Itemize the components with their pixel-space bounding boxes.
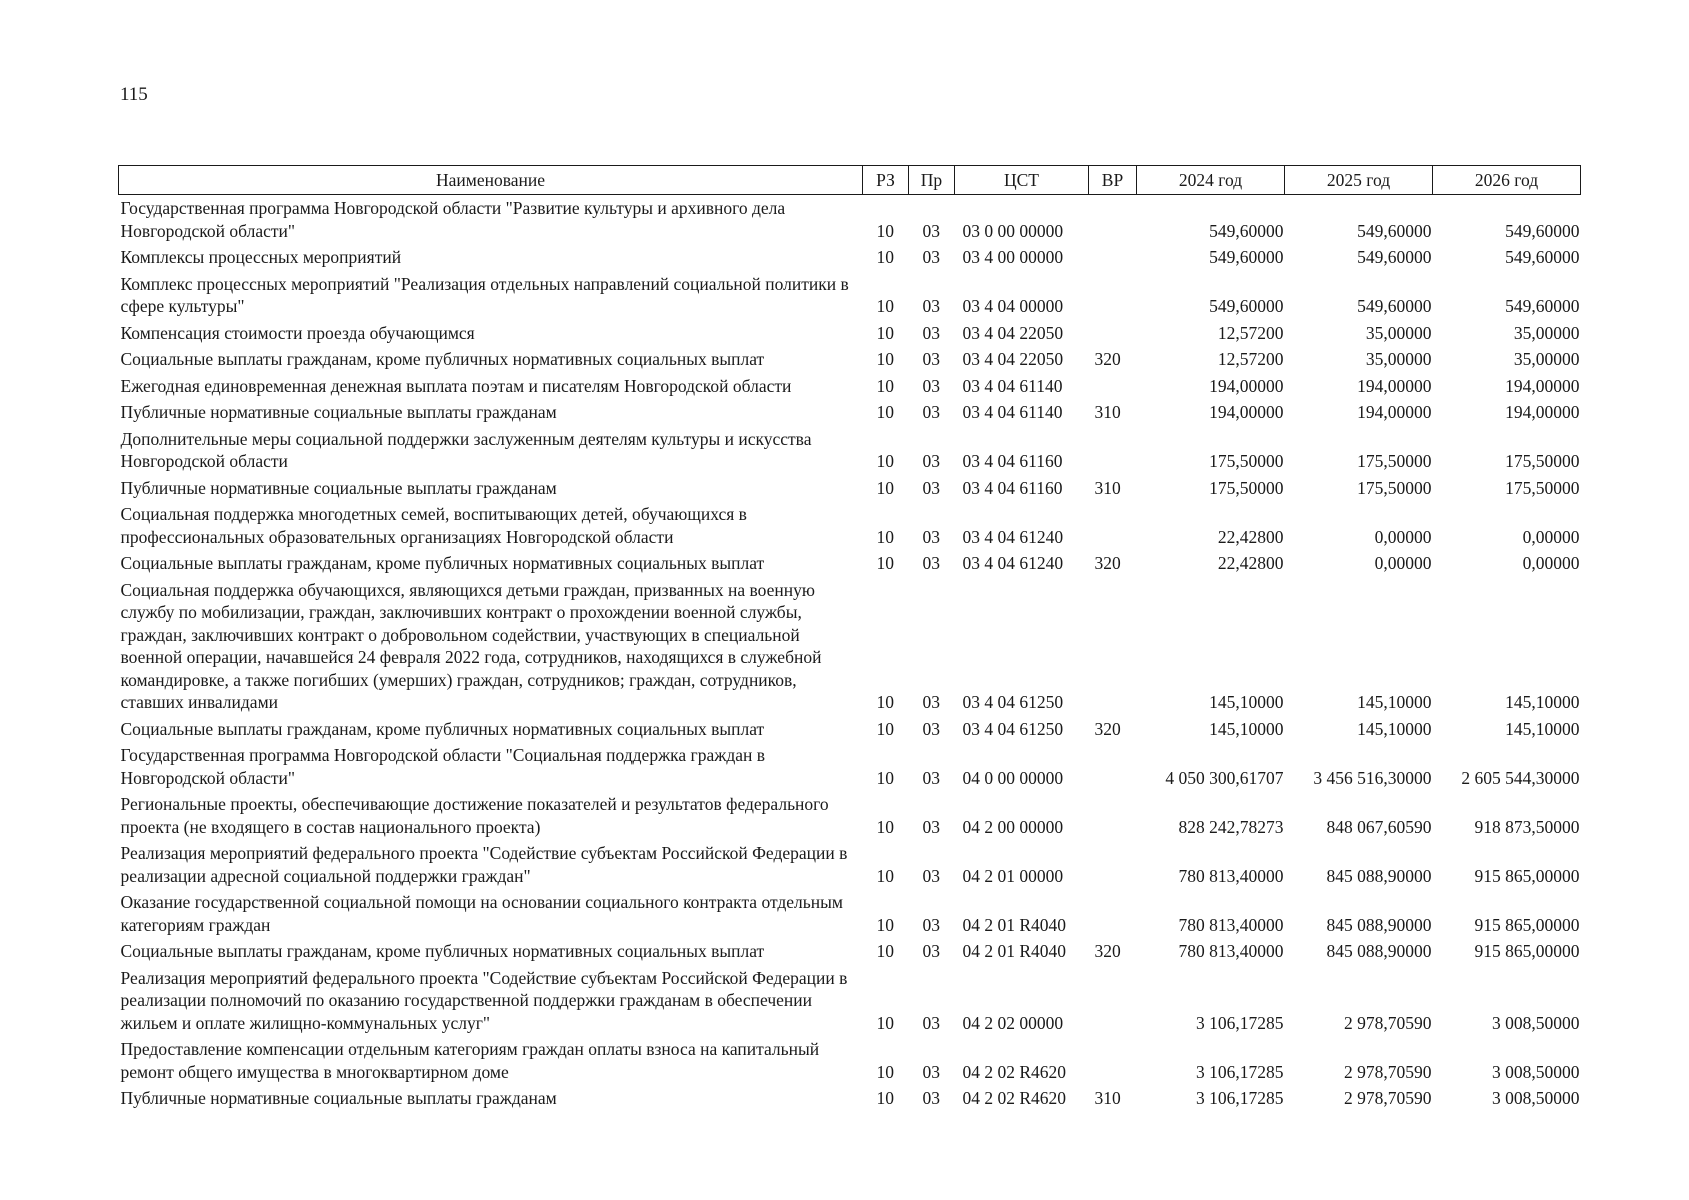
column-header-rz: РЗ xyxy=(863,166,909,195)
cell-pr: 03 xyxy=(922,692,940,712)
cell-2024: 780 813,40000 xyxy=(1178,865,1284,886)
cell-2024: 780 813,40000 xyxy=(1178,941,1284,961)
cell-vr: 310 xyxy=(1094,477,1121,498)
cell-name: Региональные проекты, обеспечивающие достижение показателей и результатов федерального проекта (не входящего в состав национального проекта) xyxy=(120,794,829,837)
cell-2024: 828 242,78273 xyxy=(1178,816,1284,837)
cell-2025: 848 067,60590 xyxy=(1326,816,1432,837)
table-row xyxy=(119,246,1581,273)
table-row xyxy=(119,503,1581,552)
cell-cst: 03 4 04 22050 xyxy=(962,322,1064,343)
cell-pr: 03 xyxy=(922,914,940,935)
cell-name: Предоставление компенсации отдельным категориям граждан оплаты взноса на капитальный ремонт общего имущества в многоквартирном доме xyxy=(120,1039,820,1082)
table-body xyxy=(119,195,1581,1114)
cell-2026: 915 865,00000 xyxy=(1474,865,1580,886)
cell-2026: 145,10000 xyxy=(1505,692,1580,712)
table-row xyxy=(119,842,1581,891)
cell-pr: 03 xyxy=(922,247,940,267)
cell-cst: 03 4 04 22050 xyxy=(962,349,1064,369)
cell-rz: 10 xyxy=(876,1061,894,1082)
cell-pr: 03 xyxy=(922,220,940,241)
cell-cst: 04 2 02 00000 xyxy=(962,1012,1064,1033)
cell-2024: 22,42800 xyxy=(1217,526,1284,547)
cell-rz: 10 xyxy=(876,375,894,396)
cell-cst: 04 2 02 R4620 xyxy=(962,1061,1067,1082)
cell-2025: 35,00000 xyxy=(1365,322,1432,343)
cell-2026: 35,00000 xyxy=(1513,322,1580,343)
table-row xyxy=(119,477,1581,504)
cell-2025: 145,10000 xyxy=(1357,718,1432,739)
cell-name: Социальная поддержка обучающихся, являющихся детьми граждан, призванных на военную службу по мобилизации, граждан, заключивших контракт о прохождении военной службы, граждан, заключивших контракт о добровольном содействии, участвующих в специальной военной операции, начавшейся 24 февраля 2022 года, сотрудников, находящихся в служебной командировке, а также погибших (умерших) граждан, сотрудников; граждан, сотрудников, ставших инвалидами xyxy=(120,579,822,712)
cell-vr: 310 xyxy=(1094,1088,1121,1108)
cell-vr: 320 xyxy=(1094,718,1121,739)
cell-rz: 10 xyxy=(876,914,894,935)
cell-name: Комплексы процессных мероприятий xyxy=(120,247,402,267)
cell-2024: 3 106,17285 xyxy=(1196,1012,1284,1033)
table-row xyxy=(119,195,1581,247)
budget-table xyxy=(118,165,1581,1114)
cell-rz: 10 xyxy=(876,322,894,343)
cell-2024: 549,60000 xyxy=(1209,247,1284,267)
column-header-2025: 2025 год xyxy=(1285,166,1433,195)
cell-pr: 03 xyxy=(922,451,940,471)
cell-cst: 04 2 01 R4040 xyxy=(962,914,1067,935)
cell-2025: 0,00000 xyxy=(1374,553,1432,573)
cell-vr: 310 xyxy=(1094,402,1121,422)
cell-rz: 10 xyxy=(876,349,894,369)
cell-pr: 03 xyxy=(922,718,940,739)
cell-cst: 03 4 04 61240 xyxy=(962,526,1064,547)
table-row xyxy=(119,579,1581,718)
cell-2026: 3 008,50000 xyxy=(1492,1061,1580,1082)
cell-2024: 145,10000 xyxy=(1209,692,1284,712)
cell-name: Социальные выплаты гражданам, кроме публичных нормативных социальных выплат xyxy=(120,941,765,961)
cell-cst: 03 4 04 61160 xyxy=(962,451,1063,471)
cell-cst: 03 4 04 61140 xyxy=(962,375,1063,396)
cell-cst: 03 4 04 61160 xyxy=(962,477,1063,498)
cell-pr: 03 xyxy=(922,767,940,788)
cell-name: Социальная поддержка многодетных семей, воспитывающих детей, обучающихся в профессиональных образовательных организациях Новгородской области xyxy=(120,504,747,547)
cell-2025: 175,50000 xyxy=(1357,451,1432,471)
cell-rz: 10 xyxy=(876,451,894,471)
cell-2026: 145,10000 xyxy=(1505,718,1580,739)
cell-2025: 2 978,70590 xyxy=(1344,1012,1432,1033)
cell-vr xyxy=(1089,579,1137,718)
cell-2025: 845 088,90000 xyxy=(1326,865,1432,886)
column-header-pr: Пр xyxy=(909,166,955,195)
cell-vr xyxy=(1089,195,1137,247)
table-row xyxy=(119,375,1581,402)
cell-cst: 03 4 04 00000 xyxy=(962,296,1064,316)
cell-name: Компенсация стоимости проезда обучающимся xyxy=(120,322,475,343)
cell-rz: 10 xyxy=(876,402,894,422)
cell-cst: 03 4 04 61240 xyxy=(962,553,1064,573)
cell-pr: 03 xyxy=(922,553,940,573)
cell-2026: 549,60000 xyxy=(1505,247,1580,267)
cell-pr: 03 xyxy=(922,375,940,396)
cell-2024: 3 106,17285 xyxy=(1196,1061,1284,1082)
cell-pr: 03 xyxy=(922,1061,940,1082)
cell-2026: 194,00000 xyxy=(1505,375,1580,396)
cell-2026: 3 008,50000 xyxy=(1492,1012,1580,1033)
cell-pr: 03 xyxy=(922,1012,940,1033)
cell-cst: 03 4 00 00000 xyxy=(962,247,1064,267)
cell-name: Государственная программа Новгородской области "Развитие культуры и архивного дела Новгородской области" xyxy=(120,198,786,241)
cell-vr xyxy=(1089,246,1137,273)
cell-pr: 03 xyxy=(922,1088,940,1108)
cell-rz: 10 xyxy=(876,220,894,241)
cell-2025: 845 088,90000 xyxy=(1326,941,1432,961)
cell-2024: 175,50000 xyxy=(1209,477,1284,498)
cell-2024: 549,60000 xyxy=(1209,220,1284,241)
cell-2024: 3 106,17285 xyxy=(1196,1088,1284,1108)
cell-vr: 320 xyxy=(1094,349,1121,369)
cell-2025: 0,00000 xyxy=(1374,526,1432,547)
cell-rz: 10 xyxy=(876,477,894,498)
cell-vr xyxy=(1089,967,1137,1039)
cell-2025: 194,00000 xyxy=(1357,375,1432,396)
cell-2025: 175,50000 xyxy=(1357,477,1432,498)
cell-cst: 04 2 01 00000 xyxy=(962,865,1064,886)
cell-2026: 194,00000 xyxy=(1505,402,1580,422)
cell-vr xyxy=(1089,1038,1137,1087)
cell-rz: 10 xyxy=(876,296,894,316)
cell-2026: 0,00000 xyxy=(1522,553,1580,573)
cell-cst: 03 4 04 61250 xyxy=(962,692,1064,712)
cell-pr: 03 xyxy=(922,526,940,547)
cell-2026: 549,60000 xyxy=(1505,296,1580,316)
cell-vr xyxy=(1089,428,1137,477)
column-header-cst: ЦСТ xyxy=(955,166,1089,195)
cell-vr xyxy=(1089,273,1137,322)
table-header xyxy=(119,166,1581,195)
cell-2026: 3 008,50000 xyxy=(1492,1088,1580,1108)
cell-2024: 4 050 300,61707 xyxy=(1165,767,1284,788)
cell-pr: 03 xyxy=(922,477,940,498)
table-row xyxy=(119,718,1581,745)
cell-rz: 10 xyxy=(876,1088,894,1108)
cell-cst: 04 2 02 R4620 xyxy=(962,1088,1067,1108)
cell-name: Реализация мероприятий федерального проекта "Содействие субъектам Российской Федерации в реализации адресной социальной поддержки граждан" xyxy=(120,843,848,886)
cell-2026: 175,50000 xyxy=(1505,477,1580,498)
cell-2024: 194,00000 xyxy=(1209,402,1284,422)
cell-2025: 3 456 516,30000 xyxy=(1313,767,1432,788)
cell-name: Социальные выплаты гражданам, кроме публичных нормативных социальных выплат xyxy=(120,553,765,573)
cell-name: Дополнительные меры социальной поддержки заслуженным деятелям культуры и искусства Новгородской области xyxy=(120,428,812,471)
cell-2026: 0,00000 xyxy=(1522,526,1580,547)
table-row xyxy=(119,744,1581,793)
cell-cst: 04 2 01 R4040 xyxy=(962,941,1067,961)
cell-vr: 320 xyxy=(1094,553,1121,573)
cell-rz: 10 xyxy=(876,553,894,573)
cell-pr: 03 xyxy=(922,349,940,369)
column-header-vr: ВР xyxy=(1089,166,1137,195)
cell-pr: 03 xyxy=(922,941,940,961)
cell-2025: 2 978,70590 xyxy=(1344,1061,1432,1082)
cell-2024: 780 813,40000 xyxy=(1178,914,1284,935)
cell-vr: 320 xyxy=(1094,941,1121,961)
table-row xyxy=(119,348,1581,375)
cell-vr xyxy=(1089,375,1137,402)
cell-2026: 549,60000 xyxy=(1505,220,1580,241)
column-header-2026: 2026 год xyxy=(1433,166,1581,195)
cell-2025: 845 088,90000 xyxy=(1326,914,1432,935)
cell-cst: 03 0 00 00000 xyxy=(962,220,1064,241)
cell-name: Оказание государственной социальной помощи на основании социального контракта отдельным категориям граждан xyxy=(120,892,843,935)
cell-2024: 549,60000 xyxy=(1209,296,1284,316)
cell-rz: 10 xyxy=(876,718,894,739)
cell-2025: 35,00000 xyxy=(1365,349,1432,369)
cell-vr xyxy=(1089,793,1137,842)
table-row xyxy=(119,322,1581,349)
table-row xyxy=(119,891,1581,940)
cell-2026: 915 865,00000 xyxy=(1474,941,1580,961)
cell-name: Ежегодная единовременная денежная выплата поэтам и писателям Новгородской области xyxy=(120,375,792,396)
table-row xyxy=(119,552,1581,579)
table-row xyxy=(119,401,1581,428)
cell-vr xyxy=(1089,891,1137,940)
cell-pr: 03 xyxy=(922,322,940,343)
cell-2026: 175,50000 xyxy=(1505,451,1580,471)
cell-2024: 145,10000 xyxy=(1209,718,1284,739)
cell-2024: 12,57200 xyxy=(1217,322,1284,343)
cell-2024: 22,42800 xyxy=(1217,553,1284,573)
cell-rz: 10 xyxy=(876,941,894,961)
cell-name: Реализация мероприятий федерального проекта "Содействие субъектам Российской Федерации в реализации полномочий по оказанию государственной поддержки гражданам в обеспечении жильем и оплате жилищно-коммунальных услуг" xyxy=(120,967,848,1033)
cell-cst: 04 2 00 00000 xyxy=(962,816,1064,837)
cell-2025: 549,60000 xyxy=(1357,220,1432,241)
cell-2026: 918 873,50000 xyxy=(1474,816,1580,837)
table-row xyxy=(119,273,1581,322)
table-row xyxy=(119,1087,1581,1114)
cell-vr xyxy=(1089,744,1137,793)
cell-2025: 549,60000 xyxy=(1357,296,1432,316)
cell-cst: 03 4 04 61250 xyxy=(962,718,1064,739)
cell-2026: 2 605 544,30000 xyxy=(1461,767,1580,788)
column-header-name: Наименование xyxy=(119,166,863,195)
cell-rz: 10 xyxy=(876,247,894,267)
cell-2025: 145,10000 xyxy=(1357,692,1432,712)
cell-rz: 10 xyxy=(876,767,894,788)
cell-pr: 03 xyxy=(922,816,940,837)
table-row xyxy=(119,1038,1581,1087)
cell-2024: 194,00000 xyxy=(1209,375,1284,396)
cell-pr: 03 xyxy=(922,296,940,316)
cell-name: Социальные выплаты гражданам, кроме публичных нормативных социальных выплат xyxy=(120,718,765,739)
table-row xyxy=(119,967,1581,1039)
cell-cst: 04 0 00 00000 xyxy=(962,767,1064,788)
cell-vr xyxy=(1089,842,1137,891)
cell-rz: 10 xyxy=(876,692,894,712)
cell-pr: 03 xyxy=(922,402,940,422)
cell-2024: 175,50000 xyxy=(1209,451,1284,471)
table-row xyxy=(119,940,1581,967)
page-number: 115 xyxy=(120,84,148,105)
table-row xyxy=(119,428,1581,477)
cell-2024: 12,57200 xyxy=(1217,349,1284,369)
cell-rz: 10 xyxy=(876,526,894,547)
cell-2025: 194,00000 xyxy=(1357,402,1432,422)
cell-vr xyxy=(1089,322,1137,349)
cell-vr xyxy=(1089,503,1137,552)
cell-name: Социальные выплаты гражданам, кроме публичных нормативных социальных выплат xyxy=(120,349,765,369)
cell-2025: 549,60000 xyxy=(1357,247,1432,267)
table-row xyxy=(119,793,1581,842)
column-header-2024: 2024 год xyxy=(1137,166,1285,195)
cell-name: Публичные нормативные социальные выплаты гражданам xyxy=(120,1088,557,1108)
cell-cst: 03 4 04 61140 xyxy=(962,402,1063,422)
cell-2026: 915 865,00000 xyxy=(1474,914,1580,935)
cell-rz: 10 xyxy=(876,1012,894,1033)
cell-2026: 35,00000 xyxy=(1513,349,1580,369)
cell-pr: 03 xyxy=(922,865,940,886)
cell-rz: 10 xyxy=(876,865,894,886)
cell-name: Государственная программа Новгородской области "Социальная поддержка граждан в Новгородской области" xyxy=(120,745,766,788)
cell-name: Публичные нормативные социальные выплаты гражданам xyxy=(120,477,557,498)
cell-name: Комплекс процессных мероприятий "Реализация отдельных направлений социальной политики в сфере культуры" xyxy=(120,273,849,316)
cell-name: Публичные нормативные социальные выплаты гражданам xyxy=(120,402,557,422)
cell-rz: 10 xyxy=(876,816,894,837)
cell-2025: 2 978,70590 xyxy=(1344,1088,1432,1108)
